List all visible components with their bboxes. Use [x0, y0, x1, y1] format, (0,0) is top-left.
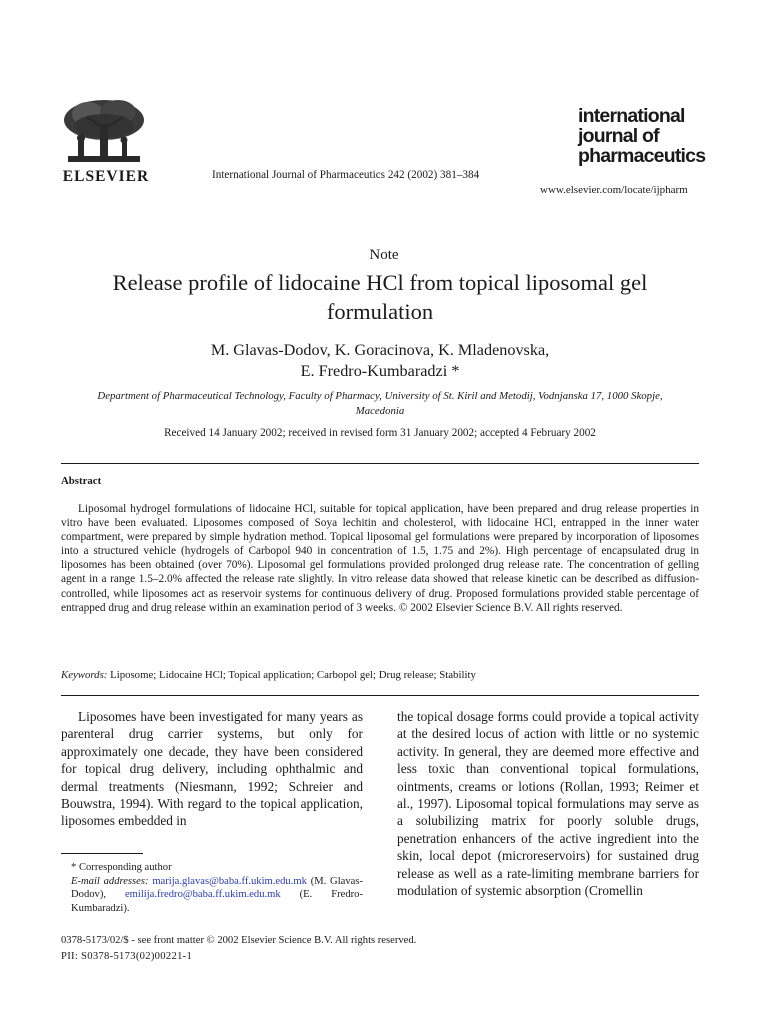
abstract-top-divider	[61, 463, 699, 464]
journal-logo-line-2: journal of	[578, 125, 659, 147]
journal-logo	[578, 105, 706, 167]
elsevier-tree-logo-icon	[58, 96, 150, 168]
journal-logo-line-1: international	[578, 105, 685, 127]
keywords-line	[61, 669, 476, 681]
publisher-name: ELSEVIER	[62, 168, 150, 185]
author-affiliation: Department of Pharmaceutical Technology, Faculty of Pharmacy, University of St. Kiril and Metodij, Vodnjanska 17, 1000 Skopje, Macedonia	[97, 390, 663, 417]
copyright-line: 0378-5173/02/$ - see front matter © 2002 Elsevier Science B.V. All rights reserved.	[61, 935, 417, 946]
abstract-heading: Abstract	[61, 475, 102, 487]
body-column-right: the topical dosage forms could provide a topical activity at the desired locus of action with little or no systemic activity. In general, they are deemed more effective and less toxic than conventional topical formulations, ointments, creams or lotions (Rollan, 1993; Reimer et al., 1997). Liposomal topical formulations may serve as a solubilizing matrix for poorly soluble drugs, penetration enhancers of the active ingredient into the skin, local depot (microreservoirs) for sustained drug release as well as a rate-limiting membrane barriers for modulation of systemic absorption (Cromellin	[397, 709, 699, 899]
pii-line: PII: S0378-5173(02)00221-1	[61, 951, 193, 962]
email-owner-1: (M. Glavas-Dodov),	[71, 875, 363, 901]
author-list	[60, 340, 700, 381]
keywords-list: Liposome; Lidocaine HCl; Topical application; Carbopol gel; Drug release; Stability	[110, 669, 476, 681]
email-link-2[interactable]: emilija.fredro@baba.ff.ukim.edu.mk	[124, 889, 281, 901]
abstract-bottom-divider	[61, 695, 699, 696]
article-type: Note	[369, 247, 399, 263]
keywords-label: Keywords:	[61, 669, 108, 681]
corresponding-author-note: * Corresponding author	[71, 862, 172, 873]
footnote-divider	[61, 853, 143, 854]
email-addresses	[61, 875, 363, 916]
body-column-left: Liposomes have been investigated for many years as parenteral drug carrier systems, but only for approximately one decade, they have been considered for topical drug delivery, including ophthalmic and dermal treatments (Niesmann, 1992; Schreier and Bouwstra, 1994). With regard to the topical application, liposomes embedded in	[61, 709, 363, 829]
article-title: Release profile of lidocaine HCl from topical liposomal gel formulation	[112, 270, 648, 324]
footnote	[61, 861, 363, 915]
authors-line-2: E. Fredro-Kumbaradzi *	[300, 361, 460, 380]
email-owner-2: (E. Fredro-Kumbaradzi).	[71, 889, 363, 914]
journal-logo-line-3: pharmaceutics	[578, 145, 706, 167]
article-dates: Received 14 January 2002; received in revised form 31 January 2002; accepted 4 February 2002	[164, 427, 596, 439]
email-label: E-mail addresses:	[71, 875, 149, 887]
abstract-text: Liposomal hydrogel formulations of lidocaine HCl, suitable for topical application, have been prepared and drug release properties in vitro have been evaluated. Liposomes composed of Soya lechitin and cholesterol, with lidocaine HCl, entrapped in the inner water compartment, were prepared by simple hydration method. Topical liposomal gel formulations were prepared by incorporation of liposomes into a structured vehicle (hydrogels of Carbopol 940 in concentration of 1.5, 1.75 and 2%). High percentage of encapsulated drug in liposomes has been obtained (over 70%). Liposomal gel formulations provided prolonged drug release rate. The concentration of gelling agent in a range 1.5–2.0% affected the release rate slightly. In vitro release data showed that release kinetic can be described as diffusion-controlled, while liposomes act as reservoir systems for continuous delivery of drug. Proposed formulations provided stable percentage of entrapped drug and drug release within an examination period of 3 weeks. © 2002 Elsevier Science B.V. All rights reserved.	[61, 503, 699, 614]
journal-url-link[interactable]: www.elsevier.com/locate/ijpharm	[540, 184, 688, 196]
authors-line-1: M. Glavas-Dodov, K. Goracinova, K. Mladenovska,	[210, 341, 550, 359]
journal-citation: International Journal of Pharmaceutics 242 (2002) 381–384	[212, 169, 480, 181]
email-link-1[interactable]: marija.glavas@baba.ff.ukim.edu.mk	[152, 875, 307, 887]
